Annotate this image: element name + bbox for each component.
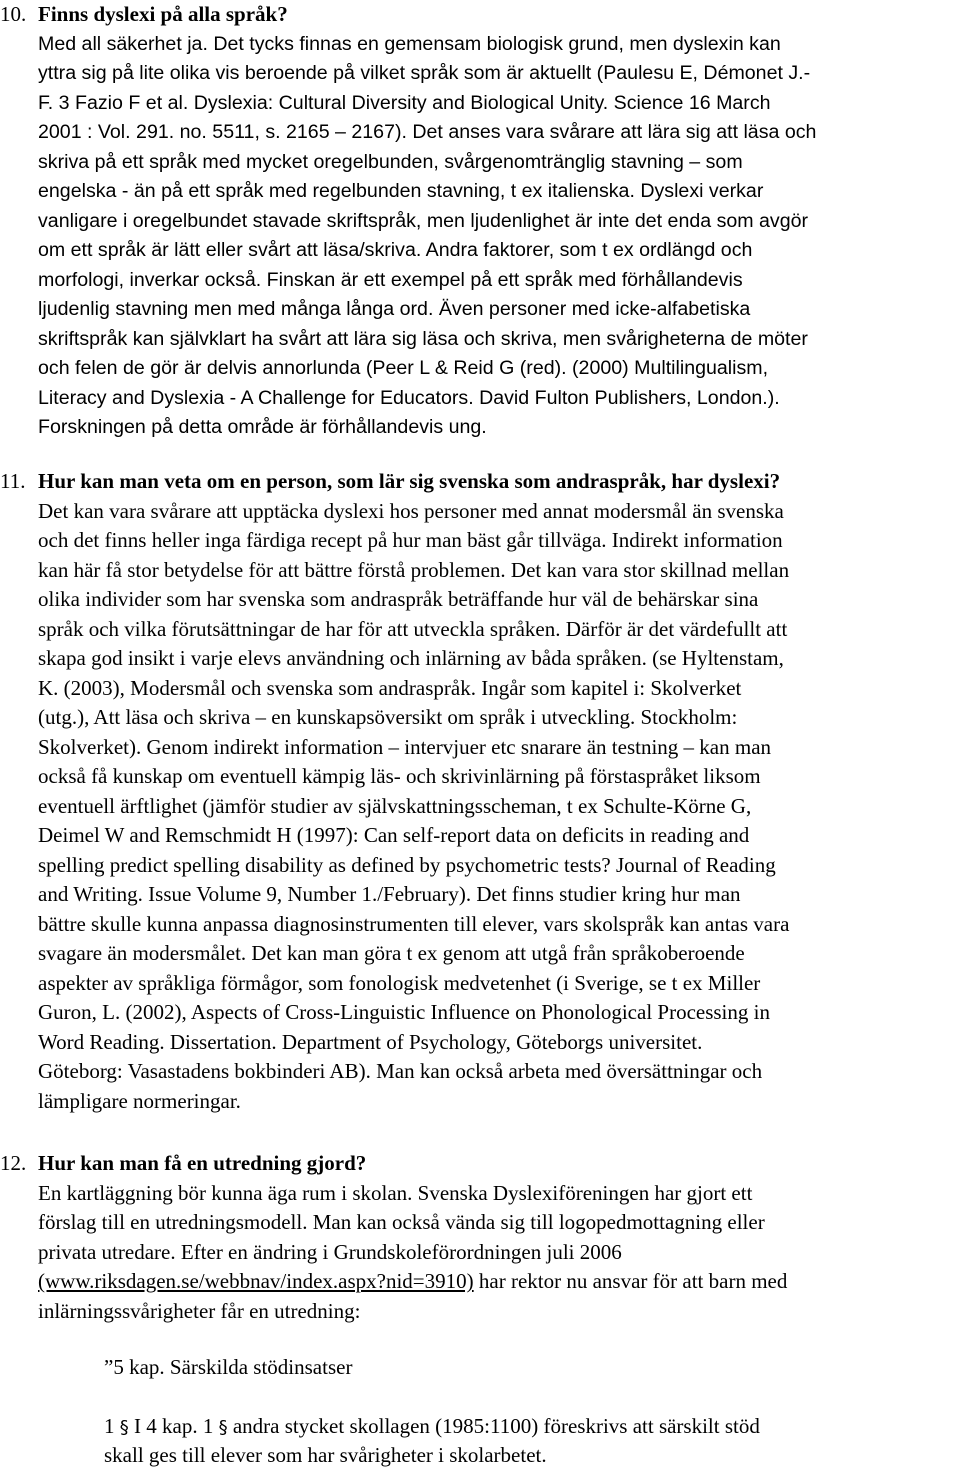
section-10-line: ljudenlig stavning men med många långa ord. Även personer med icke-alfabetiska [38, 298, 751, 320]
section-11-line: Guron, L. (2002), Aspects of Cross-Linguistic Influence on Phonological Processing in [38, 1000, 770, 1024]
section-10 [38, 0, 958, 443]
section-10-line: F. 3 Fazio F et al. Dyslexia: Cultural Diversity and Biological Unity. Science 16 March [38, 91, 771, 114]
section-12-number: 12. [0, 1151, 27, 1175]
section-11-line: och det finns heller inga färdiga recept på hur man bäst går tillväga. Indirekt information [38, 528, 783, 552]
section-11-line: kan här få stor betydelse för att bättre förstå problemen. Det kan vara stor skillnad mellan [38, 557, 790, 582]
section-11-heading: Hur kan man veta om en person, som lär sig svenska som andraspråk, har dyslexi? [38, 469, 781, 493]
section-11-line: and Writing. Issue Volume 9, Number 1./February). Det finns studier kring hur man [38, 882, 741, 906]
section-10-line: skriva på ett språk med mycket oregelbunden, svårgenomtränglig stavning – som [38, 150, 743, 173]
section-10-line: skriftspråk kan självklart ha svårt att lära sig läsa och skriva, men svårigheterna de möter [38, 327, 808, 350]
section-12-line: inlärningssvårigheter får en utredning: [38, 1298, 361, 1323]
section-10-line: Med all säkerhet ja. Det tycks finnas en gemensam biologisk grund, men dyslexin kan [38, 32, 781, 55]
section-11-line: Deimel W and Remschmidt H (1997): Can self-report data on deficits in reading and [38, 823, 750, 847]
section-10-line: vanligare i oregelbundet stavade skriftspråk, men ljudenlighet är inte det enda som avgör [38, 209, 809, 232]
section-11-line: Det kan vara svårare att upptäcka dyslexi hos personer med annat modersmål än svenska [38, 498, 784, 523]
section-10-line: Literacy and Dyslexia - A Challenge for Educators. David Fulton Publishers, London.). [38, 386, 780, 409]
quote-paragraph-line-1 [104, 1412, 760, 1443]
section-11-line: (utg.), Att läsa och skriva – en kunskapsöversikt om språk i utveckling. Stockholm: [38, 705, 738, 729]
section-10-line: och felen de gör är delvis annorlunda (Peer L & Reid G (red). (2000) Multilingualism, [38, 357, 769, 379]
section-11-line: skapa god insikt i varje elevs användning och inlärning av båda språken. (se Hyltenstam, [38, 646, 784, 670]
section-sign-icon: § [218, 1417, 228, 1438]
section-11-line: spelling predict spelling disability as defined by psychometric tests? Journal of Reading [38, 852, 776, 877]
section-10-line: engelska - än på ett språk med regelbunden stavning, t ex italienska. Dyslexi verkar [38, 180, 764, 202]
quote-text: I 4 kap. 1 [128, 1414, 219, 1438]
link-tail-text: har rektor nu ansvar för att barn med [473, 1269, 788, 1293]
section-10-line: morfologi, inverkar också. Finskan är ett exempel på ett språk med förhållandevis [38, 268, 743, 291]
section-11-line: också få kunskap om eventuell kämpig läs- och skrivinlärning på förstaspråket liksom [38, 764, 761, 788]
section-11-line: Skolverket). Genom indirekt information – intervjuer etc snarare än testning – kan man [38, 734, 772, 759]
section-11-line: lämpligare normeringar. [38, 1088, 241, 1113]
section-12 [38, 1149, 958, 1326]
section-11-line: språk och vilka förutsättningar de har för att utveckla språken. Därför är det värdefullt att [38, 616, 788, 641]
section-12-line: förslag till en utredningsmodell. Man kan också vända sig till logopedmottagning eller [38, 1210, 765, 1234]
quote-paragraph-line-2: skall ges till elever som har svårigheter i skolarbetet. [104, 1443, 547, 1467]
quote-text: 1 [104, 1414, 120, 1438]
section-12-link-line [38, 1267, 958, 1297]
section-12-heading: Hur kan man få en utredning gjord? [38, 1151, 367, 1175]
section-10-line: om ett språk är lätt eller svårt att läsa/skriva. Andra faktorer, som t ex ordlängd och [38, 239, 753, 261]
section-10-line: Forskningen på detta område är förhållandevis ung. [38, 416, 487, 438]
section-11 [38, 467, 958, 1116]
section-11-line: olika individer som har svenska som andraspråk beträffande hur väl de behärskar sina [38, 587, 759, 611]
section-11-line: Word Reading. Dissertation. Department of Psychology, Göteborgs universitet. [38, 1029, 703, 1054]
section-11-line: aspekter av språkliga förmågor, som fonologisk medvetenhet (i Sverige, se t ex Miller [38, 970, 761, 995]
section-11-line: eventuell ärftlighet (jämför studier av självskattningsscheman, t ex Schulte-Körne G, [38, 793, 752, 818]
riksdagen-link[interactable]: (www.riksdagen.se/webbnav/index.aspx?nid=3910) [38, 1269, 474, 1293]
section-10-line: 2001 : Vol. 291. no. 5511, s. 2165 – 2167). Det anses vara svårare att lära sig att läsa och [38, 121, 817, 143]
section-10-heading: Finns dyslexi på alla språk? [38, 2, 288, 26]
quote-text: andra stycket skollagen (1985:1100) föreskrivs att särskilt stöd [227, 1414, 760, 1438]
section-11-line: bättre skulle kunna anpassa diagnosinstrumenten till elever, vars skolspråk kan antas vara [38, 911, 790, 936]
section-10-number: 10. [0, 2, 27, 26]
quote-title: ”5 kap. Särskilda stödinsatser [104, 1355, 353, 1379]
section-12-line: privata utredare. Efter en ändring i Grundskoleförordningen juli 2006 [38, 1239, 622, 1264]
section-11-line: svagare än modersmålet. Det kan man göra t ex genom att utgå från språkoberoende [38, 941, 745, 965]
section-12-line: En kartläggning bör kunna äga rum i skolan. Svenska Dyslexiföreningen har gjort ett [38, 1180, 753, 1205]
section-10-line: yttra sig på lite olika vis beroende på vilket språk som är aktuellt (Paulesu E, Démonet J.- [38, 62, 811, 84]
section-11-number: 11. [0, 469, 26, 493]
section-sign-icon: § [119, 1417, 129, 1438]
section-11-line: K. (2003), Modersmål och svenska som andraspråk. Ingår som kapitel i: Skolverket [38, 675, 742, 700]
section-11-line: Göteborg: Vasastadens bokbinderi AB). Man kan också arbeta med översättningar och [38, 1059, 763, 1083]
